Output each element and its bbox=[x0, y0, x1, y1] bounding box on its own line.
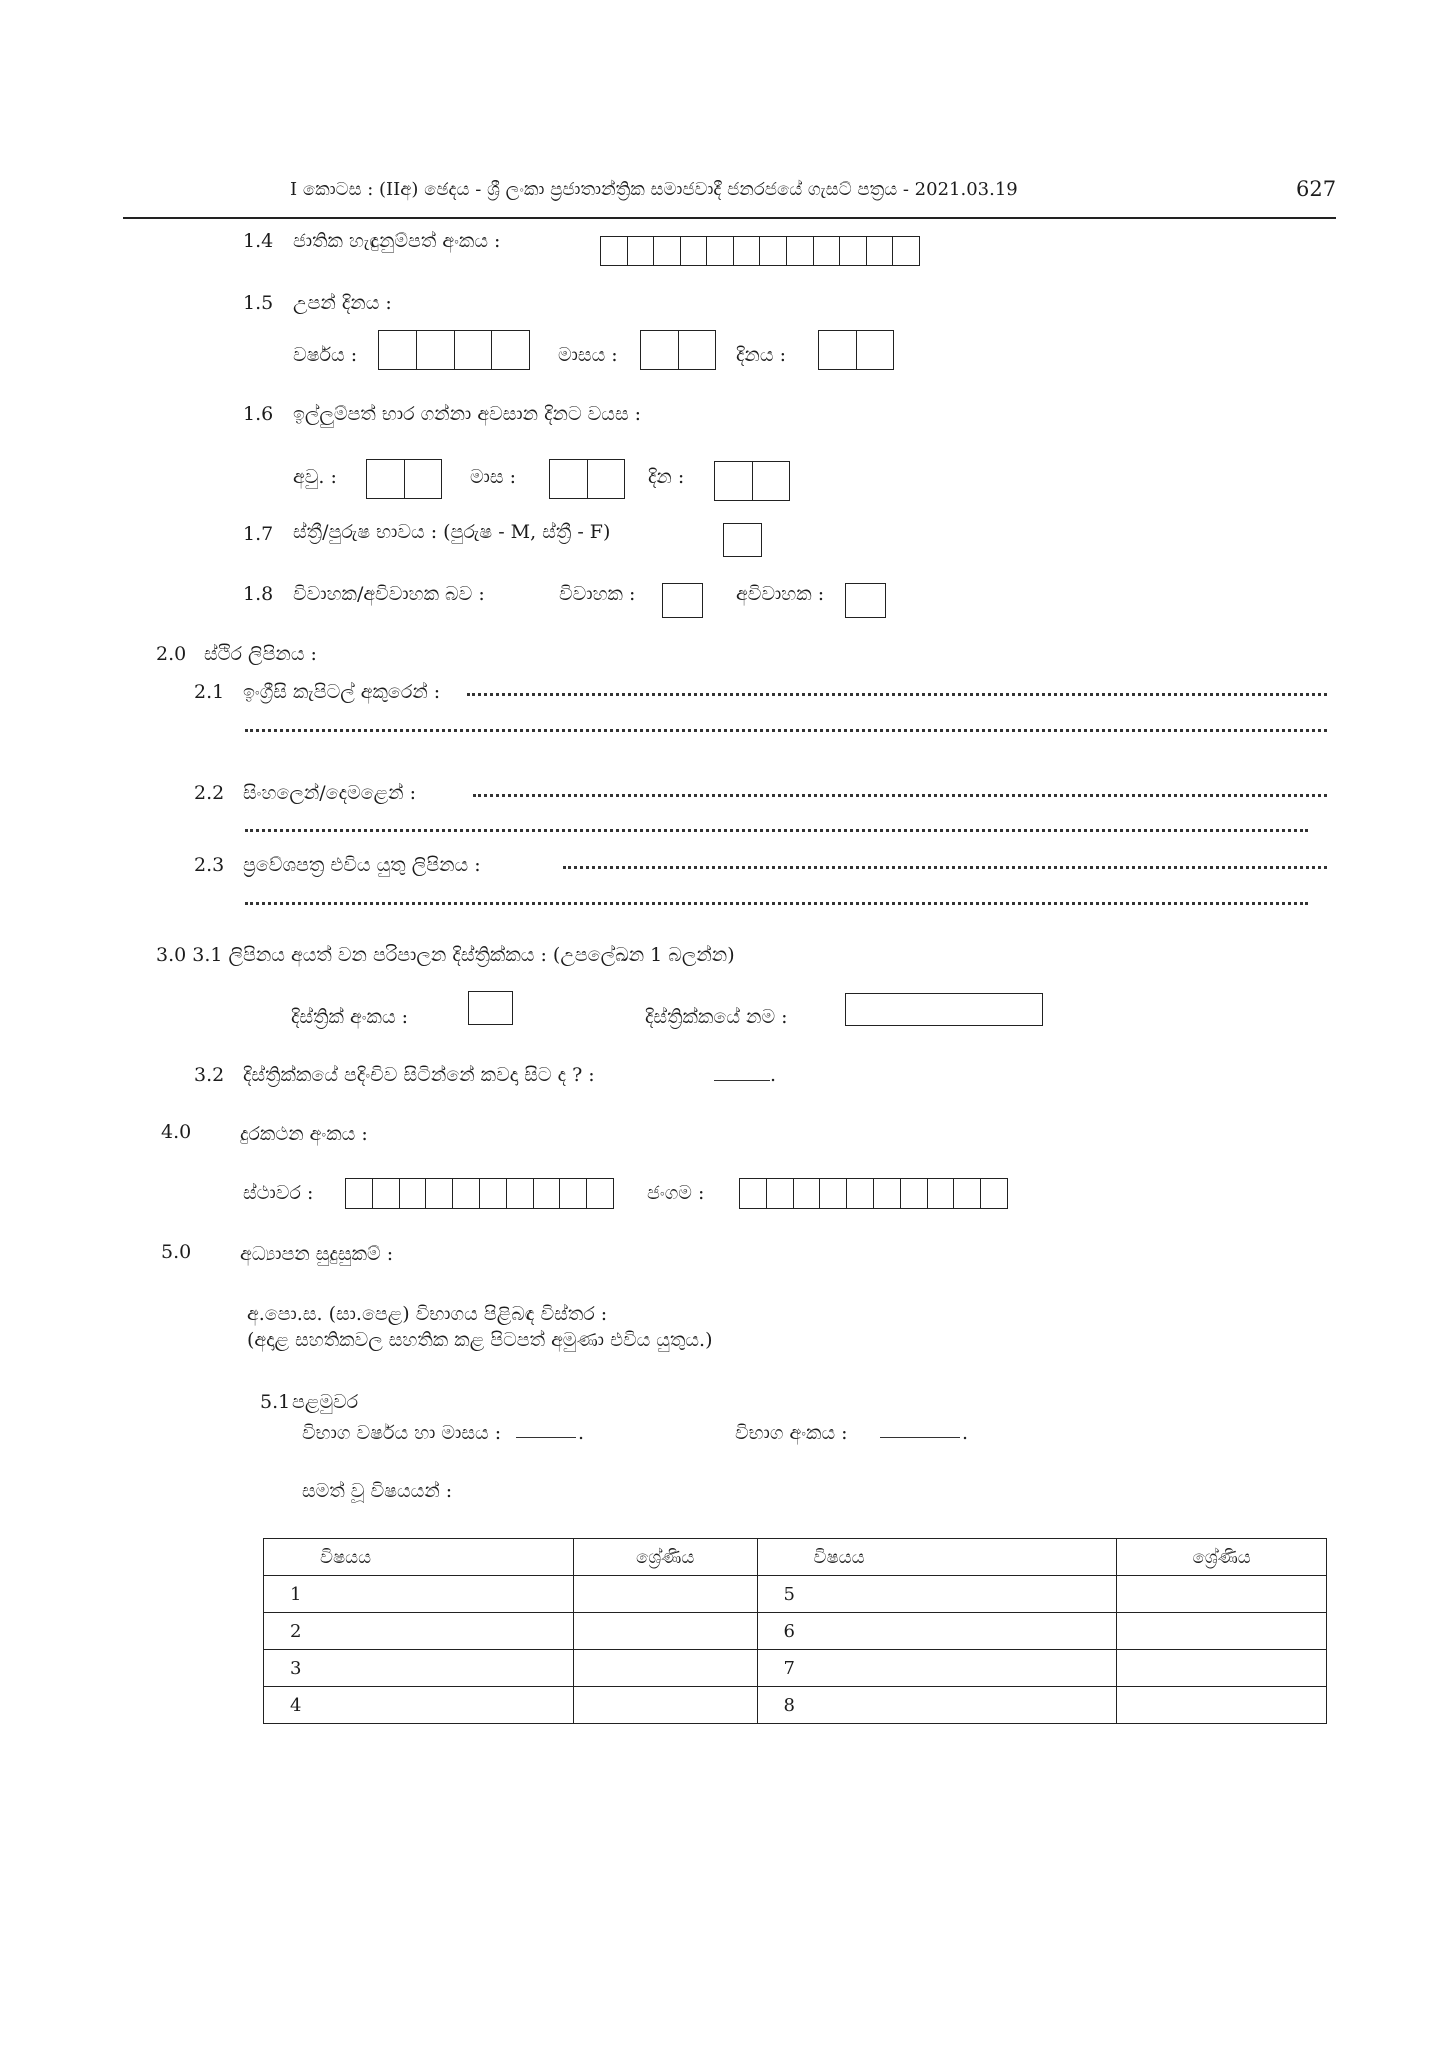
grade-cell[interactable] bbox=[1117, 1576, 1327, 1613]
section-number: 1.8 bbox=[243, 583, 274, 605]
permanent-address-label: ස්ථිර ලිපිනය : bbox=[204, 643, 317, 665]
section-number: 1.4 bbox=[243, 230, 274, 252]
age-label: ඉල්ලුම්පත් භාර ගන්නා අවසාන දිනට වයස : bbox=[293, 403, 642, 425]
dob-day-cells[interactable] bbox=[818, 330, 894, 370]
section-number: 2.1 bbox=[194, 681, 225, 703]
section-number: 3.2 bbox=[194, 1064, 225, 1086]
section-number: 2.0 bbox=[156, 643, 187, 665]
gender-label: ස්ත්‍රී/පුරුෂ භාවය : (පුරුෂ - M, ස්ත්‍රී - F) bbox=[293, 521, 611, 543]
age-days-cells[interactable] bbox=[714, 461, 790, 501]
section-number: 2.3 bbox=[194, 854, 225, 876]
residence-since-blank[interactable] bbox=[714, 1080, 770, 1081]
first-attempt-label: පළමුවර bbox=[292, 1391, 359, 1413]
marital-status-label: විවාහක/අවිවාහක බව : bbox=[293, 583, 485, 605]
exam-year-month-label: විභාග වර්ෂය හා මාසය : bbox=[302, 1422, 502, 1444]
page-number: 627 bbox=[1296, 177, 1337, 201]
nic-number-cells[interactable] bbox=[600, 236, 920, 266]
married-checkbox[interactable] bbox=[662, 583, 703, 618]
grade-cell[interactable] bbox=[1117, 1650, 1327, 1687]
admission-address-line-2[interactable] bbox=[245, 902, 1308, 905]
header-rule bbox=[123, 217, 1336, 219]
unmarried-label: අවිවාහක : bbox=[736, 583, 825, 605]
subject-cell[interactable]: 1 bbox=[264, 1576, 574, 1613]
section-number: 5.1 bbox=[260, 1391, 291, 1413]
table-header: විෂයය bbox=[264, 1539, 574, 1576]
grade-cell[interactable] bbox=[573, 1687, 757, 1724]
admission-address-label: ප්‍රවේශපත්‍ර එවිය යුතු ලිපිනය : bbox=[243, 854, 481, 876]
passed-subjects-label: සමත් වූ විෂයයන් : bbox=[302, 1480, 453, 1502]
subject-cell[interactable]: 2 bbox=[264, 1613, 574, 1650]
section-number: 2.2 bbox=[194, 782, 225, 804]
fixed-phone-cells[interactable] bbox=[345, 1178, 614, 1209]
grade-cell[interactable] bbox=[573, 1576, 757, 1613]
unmarried-checkbox[interactable] bbox=[845, 583, 886, 618]
section-number: 5.0 bbox=[161, 1241, 192, 1263]
exam-year-month-blank[interactable] bbox=[516, 1437, 576, 1438]
married-label: විවාහක : bbox=[559, 583, 636, 605]
ol-exam-title: අ.පො.ස. (සා.පෙළ) විභාගය පිළිබඳ විස්තර : bbox=[247, 1303, 608, 1325]
gender-box[interactable] bbox=[723, 523, 762, 557]
exam-index-blank[interactable] bbox=[880, 1437, 960, 1438]
grade-cell[interactable] bbox=[1117, 1613, 1327, 1650]
telephone-label: දුරකථන අංකය : bbox=[240, 1123, 368, 1145]
table-header: විෂයය bbox=[757, 1539, 1117, 1576]
address-sinhala-tamil-label: සිංහලෙන්/දෙමළෙන් : bbox=[243, 782, 417, 804]
dob-year-label: වර්ෂය : bbox=[293, 344, 358, 366]
table-row bbox=[264, 1650, 1327, 1687]
section-number: 1.6 bbox=[243, 403, 274, 425]
address-sinhala-tamil-line-2[interactable] bbox=[245, 829, 1308, 832]
address-english-label: ඉංග්‍රීසි කැපිටල් අකුරෙන් : bbox=[243, 681, 441, 703]
subject-cell[interactable]: 5 bbox=[757, 1576, 1117, 1613]
address-english-line-2[interactable] bbox=[245, 729, 1327, 732]
table-row bbox=[264, 1613, 1327, 1650]
exam-index-end: . bbox=[962, 1422, 969, 1444]
age-months-cells[interactable] bbox=[549, 459, 625, 499]
dob-label: උපන් දිනය : bbox=[293, 292, 392, 314]
subject-cell[interactable]: 3 bbox=[264, 1650, 574, 1687]
dob-day-label: දිනය : bbox=[736, 344, 786, 366]
section-number: 1.5 bbox=[243, 292, 274, 314]
nic-label: ජාතික හැඳුනුම්පත් අංකය : bbox=[293, 230, 501, 252]
grade-cell[interactable] bbox=[1117, 1687, 1327, 1724]
grade-cell[interactable] bbox=[573, 1650, 757, 1687]
table-row bbox=[264, 1576, 1327, 1613]
ol-exam-note: (අදාළ සහතිකවල සහතික කළ පිටපත් අමුණා එවිය යුතුය.) bbox=[247, 1329, 713, 1351]
subject-cell[interactable]: 6 bbox=[757, 1613, 1117, 1650]
subject-cell[interactable]: 7 bbox=[757, 1650, 1117, 1687]
district-number-box[interactable] bbox=[468, 991, 513, 1025]
age-years-cells[interactable] bbox=[366, 459, 442, 499]
table-header-row bbox=[264, 1539, 1327, 1576]
mobile-phone-label: ජංගම : bbox=[647, 1182, 705, 1204]
subject-cell[interactable]: 4 bbox=[264, 1687, 574, 1724]
age-years-label: අවු. : bbox=[293, 466, 337, 488]
residence-since-label: දිස්ත්‍රික්කයේ පදිංචිව සිටින්නේ කවදා සිට ද ? : bbox=[243, 1064, 595, 1086]
table-row bbox=[264, 1687, 1327, 1724]
mobile-phone-cells[interactable] bbox=[739, 1178, 1008, 1209]
dob-month-label: මාසය : bbox=[558, 344, 618, 366]
gazette-header-title: I කොටස : (IIඅ) ඡෙදය - ශ්‍රී ලංකා ප්‍රජාතාන්ත්‍රික සමාජවාදී ජනරජයේ ගැසට් පත්‍රය - 2021.03.19 bbox=[290, 179, 1018, 200]
address-sinhala-tamil-line-1[interactable] bbox=[473, 794, 1327, 797]
section-number: 1.7 bbox=[243, 523, 274, 545]
dob-year-cells[interactable] bbox=[378, 330, 530, 370]
table-header: ශ්‍රේණිය bbox=[573, 1539, 757, 1576]
age-months-label: මාස : bbox=[470, 466, 517, 488]
dob-month-cells[interactable] bbox=[640, 330, 716, 370]
district-name-label: දිස්ත්‍රික්කයේ නම : bbox=[645, 1006, 788, 1028]
exam-index-label: විභාග අංකය : bbox=[735, 1422, 848, 1444]
table-header: ශ්‍රේණිය bbox=[1117, 1539, 1327, 1576]
grade-cell[interactable] bbox=[573, 1613, 757, 1650]
education-label: අධ්‍යාපන සුදුසුකම් : bbox=[240, 1243, 394, 1265]
admission-address-line-1[interactable] bbox=[563, 866, 1327, 869]
section-number: 4.0 bbox=[161, 1121, 192, 1143]
district-heading: 3.0 3.1 ලිපිනය අයත් වන පරිපාලන දිස්ත්‍රික්කය : (උපලේඛන 1 බලන්න) bbox=[156, 944, 735, 966]
district-name-box[interactable] bbox=[845, 993, 1043, 1026]
age-days-label: දින : bbox=[648, 466, 685, 488]
district-number-label: දිස්ත්‍රික් අංකය : bbox=[291, 1006, 409, 1028]
fixed-phone-label: ස්ථාවර : bbox=[243, 1182, 314, 1204]
residence-since-end: . bbox=[770, 1064, 777, 1086]
address-english-line-1[interactable] bbox=[467, 693, 1327, 696]
exam-year-month-end: . bbox=[578, 1422, 585, 1444]
subjects-table bbox=[263, 1538, 1327, 1724]
subject-cell[interactable]: 8 bbox=[757, 1687, 1117, 1724]
